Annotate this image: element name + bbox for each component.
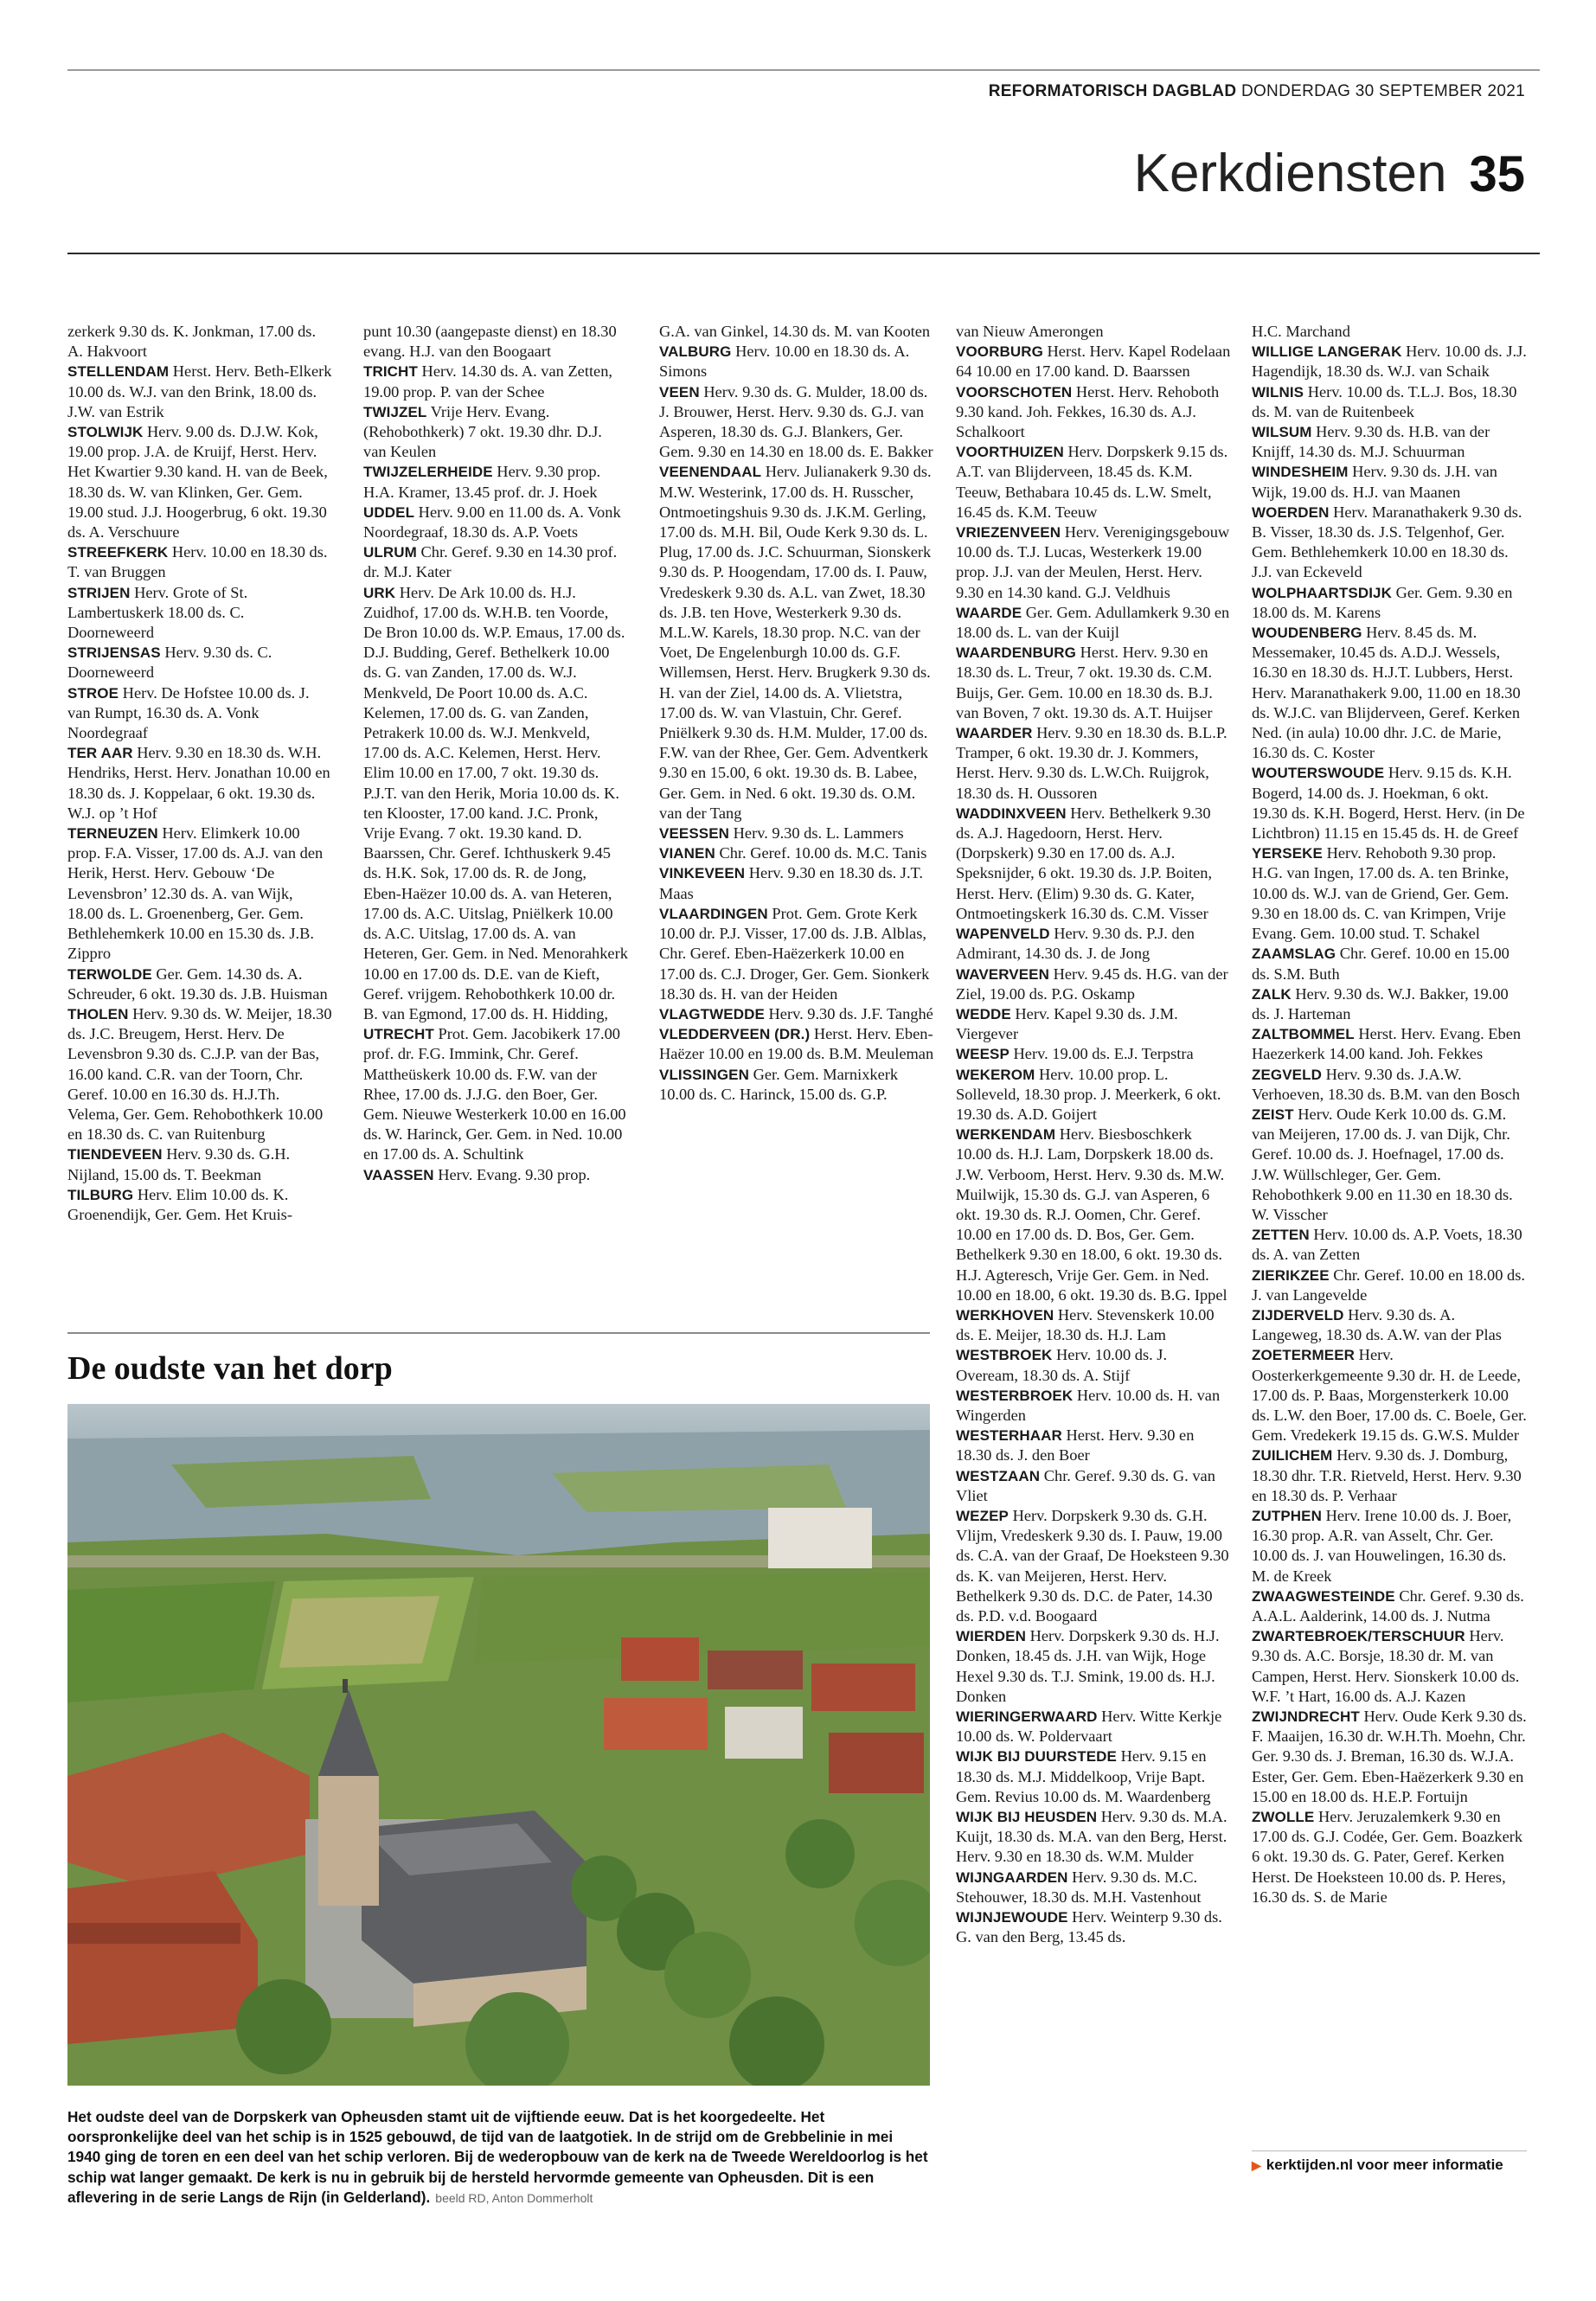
place-name: WEDDE bbox=[956, 1005, 1011, 1022]
service-details: Chr. Geref. 9.30 ds. A.A.L. Aalderink, 14.00 ds. J. Nutma bbox=[1252, 1586, 1524, 1625]
place-name: ZUTPHEN bbox=[1252, 1507, 1322, 1524]
service-details: Herv. Rehoboth 9.30 prop. H.G. van Ingen, 17.00 ds. A. ten Brinke, 10.00 ds. W.J. van de Griend, Ger. Gem. 9.30 en 18.00 ds. C. van Krimpen, Vrije Evang. Gem. 10.00 stud. T. Schakel bbox=[1252, 844, 1509, 943]
service-details: Prot. Gem. Grote Kerk 10.00 dr. P.J. Visser, 17.00 ds. J.B. Alblas, Chr. Geref. Eben-Haëzerkerk 10.00 en 17.00 ds. C.J. Droger, Ger. Gem. Sionkerk 18.30 ds. H. van der Heiden bbox=[659, 904, 930, 1003]
church-tower bbox=[318, 1776, 379, 1906]
aerial-illustration bbox=[67, 1404, 930, 2086]
service-details: Herv. 10.00 ds. A.P. Voets, 18.30 ds. A. van Zetten bbox=[1252, 1226, 1522, 1264]
service-details: Herv. 10.00 en 18.30 ds. T. van Bruggen bbox=[67, 543, 328, 581]
church-listing bbox=[659, 322, 936, 342]
place-name: STRIJEN bbox=[67, 584, 131, 601]
church-listing bbox=[956, 1626, 1231, 1707]
place-name: TIENDEVEEN bbox=[67, 1146, 163, 1163]
church-listing bbox=[67, 643, 332, 683]
place-name: THOLEN bbox=[67, 1005, 129, 1022]
place-name: WINDESHEIM bbox=[1252, 464, 1349, 481]
place-name: TRICHT bbox=[363, 363, 418, 381]
service-details: Chr. Geref. 9.30 ds. G. van Vliet bbox=[956, 1466, 1215, 1504]
service-details: Herv. 9.45 ds. H.G. van der Ziel, 19.00 ds. P.G. Oskamp bbox=[956, 965, 1228, 1003]
service-details: Herv. Kapel 9.30 ds. J.M. Viergever bbox=[956, 1004, 1178, 1043]
place-name: TERWOLDE bbox=[67, 965, 152, 983]
place-name: WESTERBROEK bbox=[956, 1387, 1074, 1404]
church-listing bbox=[1252, 322, 1527, 342]
church-listing bbox=[1252, 583, 1527, 623]
listing-column-4 bbox=[956, 322, 1231, 1947]
place-name: VLAGTWEDDE bbox=[659, 1005, 765, 1022]
church-listing bbox=[956, 1305, 1231, 1345]
church-listing bbox=[67, 542, 332, 582]
church-listing bbox=[1252, 1626, 1527, 1707]
place-name: WAVERVEEN bbox=[956, 965, 1049, 983]
church-listing bbox=[956, 1125, 1231, 1305]
place-name: TERNEUZEN bbox=[67, 825, 158, 843]
place-name: VEENENDAAL bbox=[659, 464, 762, 481]
service-details: Vrije Herv. Evang. (Rehobothkerk) 7 okt. 19.30 dhr. D.J. van Keulen bbox=[363, 402, 602, 461]
listing-column-5 bbox=[1252, 322, 1527, 1907]
church-listing bbox=[956, 1907, 1231, 1947]
masthead bbox=[989, 82, 1525, 101]
service-details: Herst. Herv. Kapel Rodelaan 64 10.00 en 17.00 kand. D. Baarssen bbox=[956, 343, 1231, 381]
place-name: WOERDEN bbox=[1252, 503, 1330, 521]
church-listing bbox=[956, 723, 1231, 804]
spire-cross bbox=[343, 1679, 348, 1693]
service-details: Herv. 9.30 ds. P.J. den Admirant, 14.30 ds. J. de Jong bbox=[956, 925, 1195, 963]
service-details: Herv. Elim 10.00 ds. K. Groenendijk, Ger. Gem. Het Kruis- bbox=[67, 1185, 292, 1223]
service-details: Herv. 9.30 ds. M.C. Stehouwer, 18.30 ds. M.H. Vastenhout bbox=[956, 1868, 1202, 1906]
church-listing bbox=[956, 1747, 1231, 1807]
church-listing bbox=[659, 863, 936, 903]
place-name: VOORTHUIZEN bbox=[956, 444, 1064, 461]
service-details: Chr. Geref. 10.00 ds. M.C. Tanis bbox=[719, 844, 927, 862]
place-name: ZIJDERVELD bbox=[1252, 1306, 1344, 1324]
triangle-arrow-icon: ▶ bbox=[1252, 2157, 1261, 2172]
photo-credit: beeld RD, Anton Dommerholt bbox=[435, 2190, 593, 2205]
service-details: Herv. Elimkerk 10.00 prop. F.A. Visser, 17.00 ds. A.J. van den Herik, Herst. Herv. Gebouw ‘De Levensbron’ 12.30 ds. A. van Wijk, 18.00 ds. L. Groenenberg, Ger. Gem. Bethlehemkerk 10.00 en 15.30 ds. J.B. Zippro bbox=[67, 824, 324, 963]
church-listing bbox=[1252, 1225, 1527, 1265]
place-name: TER AAR bbox=[67, 745, 133, 762]
service-details: Herv. Bethelkerk 9.30 ds. A.J. Hagedoorn, Herst. Herv. (Dorpskerk) 9.30 en 17.00 ds. A.J. Speksnijder, 6 okt. 19.30 ds. J.P. Boiten, Herst. Herv. (Elim) 9.30 ds. G. Kater, Ontmoetingskerk 16.30 ds. C.M. Visser bbox=[956, 804, 1213, 922]
service-details: zerkerk 9.30 ds. K. Jonkman, 17.00 ds. A. Hakvoort bbox=[67, 323, 317, 361]
place-name: WESTERHAAR bbox=[956, 1427, 1062, 1445]
service-details: Herv. 9.30 ds. W. Meijer, 18.30 ds. J.C. Breugem, Herst. Herv. De Levensbron 9.30 ds. C.J.P. van der Bas, 16.00 kand. C.R. van der Toorn, Chr. Geref. 10.00 en 16.30 ds. H.J.Th. Velema, Ger. Gem. Rehobothkerk 10.00 en 18.30 ds. C. van Ruitenburg bbox=[67, 1004, 332, 1144]
field-1 bbox=[67, 1581, 275, 1702]
service-details: Herv. 9.30 ds. G.H. Nijland, 15.00 ds. T. Beekman bbox=[67, 1145, 291, 1183]
service-details: Herv. Stevenskerk 10.00 ds. E. Meijer, 18.30 ds. H.J. Lam bbox=[956, 1305, 1215, 1344]
roof-block-6 bbox=[829, 1733, 924, 1793]
church-listing bbox=[956, 442, 1231, 522]
place-name: WAARDE bbox=[956, 604, 1022, 621]
service-details: Herv. 9.30 en 18.30 ds. W.H. Hendriks, Herst. Herv. Jonathan 10.00 en 18.30 ds. J. Koppelaar, 6 okt. 19.30 ds. W.J. op ’t Hof bbox=[67, 744, 330, 822]
service-details: Herv. 9.30 ds. H.B. van der Knijff, 14.30 ds. M.J. Schuurman bbox=[1252, 423, 1490, 461]
kerktijden-link[interactable] bbox=[1252, 2157, 1503, 2174]
service-details: Chr. Geref. 9.30 en 14.30 prof. dr. M.J. Kater bbox=[363, 543, 618, 581]
place-name: URK bbox=[363, 584, 396, 601]
church-listing bbox=[1252, 1105, 1527, 1225]
place-name: ZWIJNDRECHT bbox=[1252, 1708, 1360, 1726]
church-listing bbox=[67, 965, 332, 1004]
service-details: Herv. Biesboschkerk 10.00 ds. H.J. Lam, Dorpskerk 18.00 ds. J.W. Verboom, Herst. Herv. 9.30 ds. M.W. Muilwijk, 15.30 ds. G.J. van Asperen, 6 okt. 19.30 ds. R.J. Oomen, Chr. Geref. 10.00 en 17.00 ds. D. Bos, Ger. Gem. Bethelkerk 9.30 en 18.00, 6 okt. 19.30 ds. H.J. Agteresch, Vrije Ger. Gem. in Ned. 10.00 en 18.00, 6 okt. 19.30 ds. B.G. Ippel bbox=[956, 1125, 1227, 1304]
service-details: Herv. Witte Kerkje 10.00 ds. W. Poldervaart bbox=[956, 1708, 1222, 1746]
service-details: Herv. 9.30 ds. W.J. Bakker, 19.00 ds. J. Harteman bbox=[1252, 984, 1509, 1022]
church-listing bbox=[956, 1065, 1231, 1125]
church-listing bbox=[1252, 984, 1527, 1024]
service-details: Herv. Maranathakerk 9.30 ds. B. Visser, 18.30 ds. J.S. Telgenhof, Ger. Gem. Bethlehemkerk 10.00 en 18.30 ds. J.J. van Eckeveld bbox=[1252, 503, 1522, 581]
church-listing bbox=[956, 965, 1231, 1004]
place-name: WERKENDAM bbox=[956, 1126, 1056, 1144]
church-listing bbox=[1252, 1707, 1527, 1807]
place-name: VOORBURG bbox=[956, 343, 1043, 361]
service-details: Herv. 10.00 ds. T.L.J. Bos, 18.30 ds. M. van de Ruitenbeek bbox=[1252, 382, 1517, 420]
service-details: Herv. 8.45 ds. M. Messemaker, 10.45 ds. A.D.J. Wessels, 16.30 en 18.30 ds. H.J.T. Lubbers, Herst. Herv. Maranathakerk 9.00, 11.00 en 18.30 ds. W.J.C. van Blijderveen, Geref. Kerken Ned. (in aula) 10.00 dhr. J.C. de Marie, 16.30 ds. C. Koster bbox=[1252, 624, 1521, 762]
place-name: WOUTERSWOUDE bbox=[1252, 765, 1385, 782]
service-details: Herv. 9.30 ds. J.F. Tanghé bbox=[768, 1004, 933, 1022]
church-listing bbox=[659, 342, 936, 381]
church-listing bbox=[1252, 1065, 1527, 1105]
church-listing bbox=[956, 1868, 1231, 1907]
place-name: ZEIST bbox=[1252, 1106, 1294, 1123]
church-listing bbox=[956, 382, 1231, 443]
place-name: WIJNJEWOUDE bbox=[956, 1909, 1068, 1926]
place-name: VAASSEN bbox=[363, 1166, 434, 1183]
place-name: STREEFKERK bbox=[67, 544, 169, 561]
church-listing bbox=[1252, 1024, 1527, 1064]
place-name: WEZEP bbox=[956, 1507, 1009, 1524]
service-details: Herv. Evang. 9.30 prop. bbox=[438, 1165, 591, 1183]
place-name: ZETTEN bbox=[1252, 1227, 1310, 1244]
place-name: ULRUM bbox=[363, 544, 417, 561]
church-listing bbox=[363, 322, 628, 362]
service-details: Herv. Verenigingsgebouw 10.00 ds. T.J. Lucas, Westerkerk 19.00 prop. J.J. van der Meulen, Herst. Herv. 9.30 en 14.30 kand. G.J. Veldhuis bbox=[956, 523, 1230, 601]
service-details: Chr. Geref. 10.00 en 18.00 ds. J. van Langevelde bbox=[1252, 1266, 1525, 1304]
church-listing bbox=[1252, 623, 1527, 763]
church-listing bbox=[1252, 843, 1527, 944]
place-name: ZAAMSLAG bbox=[1252, 945, 1336, 963]
feature-title: De oudste van het dorp bbox=[67, 1350, 393, 1387]
place-name: TWIJZEL bbox=[363, 403, 427, 420]
service-details: Herv. Dorpskerk 9.30 ds. G.H. Vlijm, Vredeskerk 9.30 ds. I. Pauw, 19.00 ds. C.A. van der Graaf, De Hoeksteen 9.30 ds. K. van Meijeren, Herst. Herv. Bethelkerk 9.30 ds. D.C. de Pater, 14.30 ds. P.D. v.d. Boogaard bbox=[956, 1506, 1229, 1625]
place-name: WAARDENBURG bbox=[956, 644, 1076, 662]
roof-block-2 bbox=[708, 1650, 803, 1689]
service-details: Herv. 9.30 ds. A.C. Borsje, 18.30 dr. M. van Campen, Herst. Herv. Sionskerk 10.00 ds. W.F. ’t Hart, 16.00 ds. A.J. Kazen bbox=[1252, 1627, 1520, 1705]
service-details: Herv. Oosterkerkgemeente 9.30 dr. H. de Leede, 17.00 ds. P. Baas, Morgensterkerk 10.00 ds. L.W. den Boer, 17.00 ds. C. Boele, Ger. Gem. Vredekerk 19.15 ds. G.W.S. Mulder bbox=[1252, 1346, 1527, 1445]
place-name: VIANEN bbox=[659, 845, 715, 862]
church-listing bbox=[956, 342, 1231, 381]
service-details: Ger. Gem. 9.30 en 18.00 ds. M. Karens bbox=[1252, 583, 1513, 621]
floodplain-island bbox=[171, 1456, 431, 1508]
place-name: WILLIGE LANGERAK bbox=[1252, 343, 1402, 361]
listing-column-1 bbox=[67, 322, 332, 1225]
place-name: VALBURG bbox=[659, 343, 732, 361]
place-name: WIJNGAARDEN bbox=[956, 1868, 1068, 1886]
church-listing bbox=[1252, 342, 1527, 381]
place-name: ZWARTEBROEK/TERSCHUUR bbox=[1252, 1628, 1465, 1645]
place-name: WILNIS bbox=[1252, 383, 1304, 401]
church-listing bbox=[1252, 1445, 1527, 1506]
place-name: ZALK bbox=[1252, 985, 1292, 1003]
place-name: WOUDENBERG bbox=[1252, 625, 1362, 642]
service-details: Herv. Dorpskerk 9.15 ds. A.T. van Blijderveen, 18.45 ds. K.M. Teeuw, Bethabara 10.45 ds. L.W. Smelt, 16.45 ds. K.M. Teeuw bbox=[956, 443, 1228, 521]
tree-6 bbox=[785, 1819, 855, 1888]
church-listing bbox=[1252, 1305, 1527, 1345]
church-listing bbox=[659, 382, 936, 463]
place-name: WIJK BIJ HEUSDEN bbox=[956, 1809, 1098, 1826]
service-details: Herst. Herv. Evang. Eben Haezerkerk 14.00 kand. Joh. Fekkes bbox=[1252, 1025, 1522, 1063]
service-details: Herst. Herv. Beth-Elkerk 10.00 ds. W.J. van den Brink, 18.00 ds. J.W. van Estrik bbox=[67, 362, 332, 420]
service-details: Chr. Geref. 10.00 en 15.00 ds. S.M. Buth bbox=[1252, 945, 1509, 983]
tree-3 bbox=[664, 1932, 751, 2018]
newspaper-name: REFORMATORISCH DAGBLAD bbox=[988, 82, 1237, 100]
church-listing bbox=[67, 743, 332, 824]
church-listing bbox=[1252, 1266, 1527, 1305]
roof-block-1 bbox=[621, 1638, 699, 1681]
church-listing bbox=[956, 924, 1231, 964]
church-listing bbox=[956, 643, 1231, 723]
place-name: WIERDEN bbox=[956, 1628, 1026, 1645]
service-details: Herv. 9.30 ds. J.A.W. Verhoeven, 18.30 ds. B.M. van den Bosch bbox=[1252, 1065, 1521, 1103]
church-listing bbox=[1252, 944, 1527, 984]
church-listing bbox=[659, 1004, 936, 1024]
church-listing bbox=[363, 1024, 628, 1164]
service-details: Herv. 9.00 en 11.00 ds. A. Vonk Noordegraaf, 18.30 ds. A.P. Voets bbox=[363, 503, 621, 542]
school-wing-roof bbox=[67, 1871, 258, 2044]
church-listing bbox=[67, 683, 332, 744]
feature-rule bbox=[67, 1332, 930, 1334]
service-details: Herv. 10.00 en 18.30 ds. A. Simons bbox=[659, 343, 910, 381]
orchard-field bbox=[279, 1596, 439, 1668]
service-details: Herv. Oude Kerk 9.30 ds. F. Maaijen, 16.30 dr. W.H.Th. Moehn, Chr. Ger. 9.30 ds. J. Breman, 16.30 ds. W.J.A. Ester, Ger. Gem. Eben-Haëzerkerk 9.30 en 15.00 en 18.00 ds. H.E.P. Fortuijn bbox=[1252, 1708, 1527, 1805]
church-listing bbox=[1252, 422, 1527, 462]
service-details: Ger. Gem. Marnixkerk 10.00 ds. C. Harinck, 15.00 ds. G.P. bbox=[659, 1065, 899, 1103]
place-name: ZWAAGWESTEINDE bbox=[1252, 1587, 1395, 1605]
church-listing bbox=[956, 1426, 1231, 1465]
service-details: Herv. Grote of St. Lambertuskerk 18.00 ds. C. Doorneweerd bbox=[67, 583, 248, 642]
service-details: Herv. 9.30 ds. J. Domburg, 18.30 dhr. T.R. Rietveld, Herst. Herv. 9.30 en 18.30 ds. P. Verhaar bbox=[1252, 1446, 1522, 1504]
top-rule bbox=[67, 69, 1540, 71]
church-listing bbox=[67, 1144, 332, 1184]
church-listing bbox=[67, 1185, 332, 1225]
issue-date: DONDERDAG 30 SEPTEMBER 2021 bbox=[1240, 82, 1525, 100]
place-name: UTRECHT bbox=[363, 1026, 434, 1043]
place-name: WESTZAAN bbox=[956, 1467, 1041, 1484]
church-listing bbox=[1252, 763, 1527, 843]
section-header bbox=[1134, 143, 1525, 204]
place-name: WILSUM bbox=[1252, 424, 1312, 441]
church-listing bbox=[956, 804, 1231, 924]
church-listing bbox=[956, 1345, 1231, 1385]
service-details: Herv. De Ark 10.00 ds. H.J. Zuidhof, 17.00 ds. W.H.B. ten Voorde, De Bron 10.00 ds. W.P. Emaus, 17.00 ds. D.J. Budding, Geref. Bethelkerk 10.00 ds. G. van Zanden, 17.00 ds. W.J. Menkveld, De Poort 10.00 ds. A.C. Kelemen, 17.00 ds. G. van Zanden, Petrakerk 10.00 ds. W.J. Menkveld, 17.00 ds. A.C. Kelemen, Herst. Herv. Elim 10.00 en 17.00, 7 okt. 19.30 ds. P.J.T. van den Herik, Moria 10.00 ds. K. ten Klooster, 17.00 kand. J.C. Pronk, Vrije Evang. 7 okt. 19.30 kand. D. Baarssen, Chr. Geref. Ichthuskerk 9.45 ds. H.K. Sok, 17.00 ds. R. de Jong, Eben-Haëzer 10.00 ds. A. van Heteren, 17.00 ds. A.C. Uitslag, Pniëlkerk 10.00 ds. A.C. Uitslag, 17.00 ds. A. van Heteren, Ger. Gem. in Ned. Menorahkerk 10.00 en 17.00 ds. D.E. van de Kieft, Geref. vrijgem. Rehobothkerk 10.00 dr. B. van Egmond, 17.00 ds. H. Hidding, bbox=[363, 583, 628, 1022]
place-name: WESTBROEK bbox=[956, 1347, 1053, 1364]
church-listing bbox=[363, 462, 628, 502]
service-details: Herv. 19.00 ds. E.J. Terpstra bbox=[1013, 1045, 1194, 1063]
church-listing bbox=[1252, 1506, 1527, 1586]
service-details: Herv. Jeruzalemkerk 9.30 en 17.00 ds. G.J. Codée, Ger. Gem. Boazkerk 6 okt. 19.30 ds. G. Pater, Geref. Kerken Herst. De Hoeksteen 10.00 ds. P. Heres, 16.30 ds. S. de Marie bbox=[1252, 1808, 1523, 1906]
place-name: VEEN bbox=[659, 383, 700, 401]
service-details: Herv. Weinterp 9.30 ds. G. van den Berg, 13.45 ds. bbox=[956, 1908, 1222, 1946]
place-name: WOLPHAARTSDIJK bbox=[1252, 584, 1392, 601]
service-details: Herv. De Hofstee 10.00 ds. J. van Rumpt, 16.30 ds. A. Vonk Noordegraaf bbox=[67, 683, 310, 742]
service-details: Herv. 9.15 en 18.30 ds. M.J. Middelkoop, Vrije Bapt. Gem. Revius 10.00 ds. M. Waardenberg bbox=[956, 1747, 1211, 1805]
service-details: Herv. 10.00 ds. J. Oveream, 18.30 ds. A. Stijf bbox=[956, 1346, 1168, 1384]
place-name: TILBURG bbox=[67, 1186, 134, 1203]
church-listing bbox=[363, 402, 628, 463]
place-name: UDDEL bbox=[363, 503, 415, 521]
church-listing bbox=[956, 603, 1231, 643]
place-name: ZWOLLE bbox=[1252, 1809, 1315, 1826]
church-listing bbox=[956, 1386, 1231, 1426]
place-name: ZEGVELD bbox=[1252, 1066, 1322, 1083]
service-details: Prot. Gem. Jacobikerk 17.00 prof. dr. F.G. Immink, Chr. Geref. Mattheüskerk 10.00 ds. F.W. van der Rhee, 17.00 ds. J.J.G. den Boer, Ger. Gem. Nieuwe Westerkerk 10.00 en 16.00 ds. W. Harinck, Ger. Gem. in Ned. 10.00 en 17.00 ds. A. Schultink bbox=[363, 1025, 626, 1163]
church-listing bbox=[659, 843, 936, 863]
church-listing bbox=[1252, 382, 1527, 422]
roof-block-3 bbox=[811, 1663, 915, 1711]
caption-text: Het oudste deel van de Dorpskerk van Opheusden stamt uit de vijftiende eeuw. Dat is het koorgedeelte. Het oorspronkelijke deel van het schip is in 1525 gebouwd, de tijd van de laatgotiek. In de strijd om de Grebbelinie in mei 1940 ging de toren en een deel van het schip verloren. Bij de wederopbouw van de kerk na de Tweede Wereldoorlog is het schip wat langer gemaakt. De kerk is nu in gebruik bij de hersteld hervormde gemeente van Opheusden. Dit is een aflevering in de serie Langs de Rijn (in Gelderland). bbox=[67, 2108, 928, 2206]
tree-4 bbox=[236, 1979, 331, 2074]
service-details: Ger. Gem. Adullamkerk 9.30 en 18.00 ds. L. van der Kuijl bbox=[956, 603, 1230, 642]
service-details: Herv. 9.15 ds. K.H. Bogerd, 14.00 ds. J. Hoekman, 6 okt. 19.30 ds. K.H. Bogerd, Herst. Herv. (in De Lichtbron) 11.15 en 15.45 ds. H. de Greef bbox=[1252, 764, 1525, 843]
page-number: 35 bbox=[1469, 146, 1525, 202]
place-name: WAARDER bbox=[956, 725, 1033, 742]
service-details: Herv. 9.30 ds. C. Doorneweerd bbox=[67, 644, 272, 682]
service-details: van Nieuw Amerongen bbox=[956, 323, 1104, 340]
church-listing bbox=[956, 1004, 1231, 1044]
place-name: STELLENDAM bbox=[67, 363, 170, 381]
service-details: Herst. Herv. Rehoboth 9.30 kand. Joh. Fekkes, 16.30 ds. A.J. Schalkoort bbox=[956, 382, 1220, 441]
place-name: WEKEROM bbox=[956, 1066, 1035, 1083]
place-name: VEESSEN bbox=[659, 825, 730, 843]
service-details: Herv. 9.30 ds. A. Langeweg, 18.30 ds. A.W. van der Plas bbox=[1252, 1305, 1502, 1344]
service-details: Herst. Herv. 9.30 en 18.30 ds. L. Treur, 7 okt. 19.30 ds. C.M. Buijs, Ger. Gem. 10.00 en 18.30 ds. B.J. van Boven, 7 okt. 19.30 ds. A.T. Huijser bbox=[956, 644, 1213, 721]
church-listing bbox=[956, 522, 1231, 603]
church-listing bbox=[363, 362, 628, 401]
church-listing bbox=[1252, 1586, 1527, 1626]
service-details: Herv. 14.30 ds. A. van Zetten, 19.00 prop. P. van der Schee bbox=[363, 362, 613, 401]
place-name: STRIJENSAS bbox=[67, 644, 161, 662]
church-listing bbox=[659, 1065, 936, 1105]
place-name: STROE bbox=[67, 684, 119, 702]
place-name: ZALTBOMMEL bbox=[1252, 1026, 1355, 1043]
service-details: Herv. 10.00 prop. L. Solleveld, 18.30 prop. J. Meerkerk, 6 okt. 19.30 ds. A.D. Goijert bbox=[956, 1065, 1221, 1123]
place-name: ZUILICHEM bbox=[1252, 1447, 1333, 1465]
service-details: Herv. 9.30 ds. G. Mulder, 18.00 ds. J. Brouwer, Herst. Herv. 9.30 ds. G.J. van Asperen, 18.30 ds. G.J. Blankers, Ger. Gem. 9.30 en 14.30 en 18.00 ds. E. Bakker bbox=[659, 382, 933, 461]
footer-rule bbox=[1252, 2150, 1527, 2151]
church-listing bbox=[956, 1807, 1231, 1868]
place-name: WIERINGERWAARD bbox=[956, 1708, 1098, 1726]
service-details: Herv. 10.00 ds. J.J. Hagendijk, 18.30 ds. W.J. van Schaik bbox=[1252, 343, 1527, 381]
church-listing bbox=[363, 583, 628, 1024]
church-listing bbox=[1252, 1807, 1527, 1907]
church-listing bbox=[1252, 503, 1527, 583]
service-details: Herv. 9.30 prop. H.A. Kramer, 13.45 prof. dr. J. Hoek bbox=[363, 463, 601, 501]
modern-building bbox=[768, 1508, 872, 1568]
church-listing bbox=[659, 824, 936, 843]
church-listing bbox=[956, 1466, 1231, 1506]
place-name: WIJK BIJ DUURSTEDE bbox=[956, 1748, 1117, 1766]
service-details: Herv. Oude Kerk 10.00 ds. G.M. van Meijeren, 17.00 ds. J. van Dijk, Chr. Geref. 10.00 ds. J. Hoefnagel, 17.00 ds. J.W. Wüllschleger, Ger. Gem. Rehobothkerk 9.00 en 11.30 en 18.30 ds. W. Visscher bbox=[1252, 1105, 1513, 1223]
kerktijden-link-text: kerktijden.nl voor meer informatie bbox=[1266, 2157, 1503, 2173]
church-listing bbox=[1252, 1345, 1527, 1445]
place-name: VLISSINGEN bbox=[659, 1066, 749, 1083]
church-listing bbox=[1252, 462, 1527, 502]
church-listing bbox=[659, 1024, 936, 1064]
roof-block-4 bbox=[604, 1698, 708, 1750]
church-listing bbox=[67, 422, 332, 542]
service-details: Herv. 9.30 ds. J.H. van Wijk, 19.00 ds. H.J. van Maanen bbox=[1252, 463, 1497, 501]
service-details: H.C. Marchand bbox=[1252, 323, 1350, 340]
place-name: WADDINXVEEN bbox=[956, 804, 1067, 822]
church-listing bbox=[67, 583, 332, 644]
place-name: WEESP bbox=[956, 1046, 1010, 1063]
place-name: WAPENVELD bbox=[956, 926, 1050, 943]
service-details: Herst. Herv. Eben-Haëzer 10.00 en 19.00 ds. B.M. Meuleman bbox=[659, 1025, 934, 1063]
place-name: VRIEZENVEEN bbox=[956, 524, 1061, 542]
service-details: Herv. Dorpskerk 9.30 ds. H.J. Donken, 18.45 ds. J.H. van Wijk, Hoge Hexel 9.30 ds. T.J. Smink, 19.00 ds. H.J. Donken bbox=[956, 1627, 1220, 1705]
church-listing bbox=[956, 322, 1231, 342]
place-name: WERKHOVEN bbox=[956, 1306, 1054, 1324]
church-listing bbox=[956, 1506, 1231, 1626]
church-listing bbox=[956, 1044, 1231, 1064]
place-name: ZOETERMEER bbox=[1252, 1347, 1356, 1364]
place-name: ZIERIKZEE bbox=[1252, 1266, 1330, 1284]
church-listing bbox=[659, 462, 936, 824]
church-listing bbox=[363, 1165, 628, 1185]
service-details: Ger. Gem. 14.30 ds. A. Schreuder, 6 okt. 19.30 ds. J.B. Huisman bbox=[67, 965, 328, 1003]
place-name: VLEDDERVEEN (DR.) bbox=[659, 1026, 811, 1043]
service-details: Herv. 9.30 en 18.30 ds. B.L.P. Tramper, 6 okt. 19.30 dr. J. Kommers, Herst. Herv. 9.30 ds. L.W.Ch. Ruijgrok, 18.30 ds. H. Oussoren bbox=[956, 724, 1227, 802]
service-details: Herv. 9.00 ds. D.J.W. Kok, 19.00 prop. J.A. de Kruijf, Herst. Herv. Het Kwartier 9.30 kand. H. van de Beek, 18.30 ds. W. van Klinken, Ger. Gem. 19.00 stud. J.J. Hoogerbrug, 6 okt. 19.30 ds. A. Verschuure bbox=[67, 423, 328, 542]
church-listing bbox=[363, 542, 628, 582]
service-details: G.A. van Ginkel, 14.30 ds. M. van Kooten bbox=[659, 323, 931, 340]
church-listing bbox=[67, 322, 332, 362]
place-name: STOLWIJK bbox=[67, 424, 144, 441]
church-listing bbox=[67, 362, 332, 422]
photo-caption bbox=[67, 2107, 928, 2208]
church-listing bbox=[67, 1004, 332, 1144]
service-details: Herst. Herv. 9.30 en 18.30 ds. J. den Boer bbox=[956, 1426, 1195, 1465]
church-listing bbox=[363, 503, 628, 542]
service-details: Herv. 9.30 ds. L. Lammers bbox=[733, 824, 904, 843]
header-rule bbox=[67, 253, 1540, 254]
listing-column-2 bbox=[363, 322, 628, 1185]
church-listing bbox=[67, 824, 332, 964]
school-shadow bbox=[67, 1923, 240, 1944]
place-name: VINKEVEEN bbox=[659, 865, 746, 882]
place-name: VOORSCHOTEN bbox=[956, 383, 1073, 401]
church-listing bbox=[956, 1707, 1231, 1747]
service-details: Herv. 9.30 ds. M.A. Kuijt, 18.30 ds. M.A. van den Berg, Herst. Herv. 9.30 en 18.30 ds. W.M. Mulder bbox=[956, 1808, 1227, 1866]
service-details: Herv. Irene 10.00 ds. J. Boer, 16.30 prop. A.R. van Asselt, Chr. Ger. 10.00 ds. J. van Houwelingen, 16.30 ds. M. de Kreek bbox=[1252, 1506, 1512, 1585]
church-listing bbox=[659, 904, 936, 1004]
roof-block-5 bbox=[725, 1707, 803, 1759]
place-name: TWIJZELERHEIDE bbox=[363, 464, 493, 481]
place-name: VLAARDINGEN bbox=[659, 905, 768, 922]
service-details: Herv. Julianakerk 9.30 ds. M.W. Westerink, 17.00 ds. H. Russcher, Ontmoetingshuis 9.30 ds. J.K.M. Gerling, 17.00 ds. M.H. Bil, Oude Kerk 9.30 ds. L. Plug, 17.00 ds. J.C. Schuurman, Sionskerk 9.30 ds. P. Hoogendam, 17.00 ds. I. Pauw, Vredeskerk 9.30 ds. A.L. van Zwet, 18.30 ds. J.B. ten Hove, Westerkerk 9.30 ds. M.L.W. Karels, 18.30 prop. N.C. van der Voet, De Engelenburgh 10.00 ds. G.F. Willemsen, Herst. Herv. Brugkerk 9.30 ds. H. van der Ziel, 14.00 ds. A. Vlietstra, 17.00 ds. W. van Vlastuin, Chr. Geref. Pniëlkerk 9.30 ds. H.M. Mulder, 17.00 ds. F.W. van der Rhee, Ger. Gem. Adventkerk 9.30 en 15.00, 6 okt. 19.30 ds. B. Labee, Ger. Gem. in Ned. 6 okt. 19.30 ds. O.M. van der Tang bbox=[659, 463, 932, 822]
service-details: Herv. 9.30 en 18.30 ds. J.T. Maas bbox=[659, 864, 924, 902]
section-title: Kerkdiensten bbox=[1133, 144, 1447, 203]
place-name: YERSEKE bbox=[1252, 845, 1323, 862]
listing-column-3 bbox=[659, 322, 936, 1105]
church-aerial-photo bbox=[67, 1404, 930, 2086]
service-details: punt 10.30 (aangepaste dienst) en 18.30 evang. H.J. van den Boogaart bbox=[363, 323, 617, 361]
service-details: Herv. 10.00 ds. H. van Wingerden bbox=[956, 1386, 1221, 1424]
